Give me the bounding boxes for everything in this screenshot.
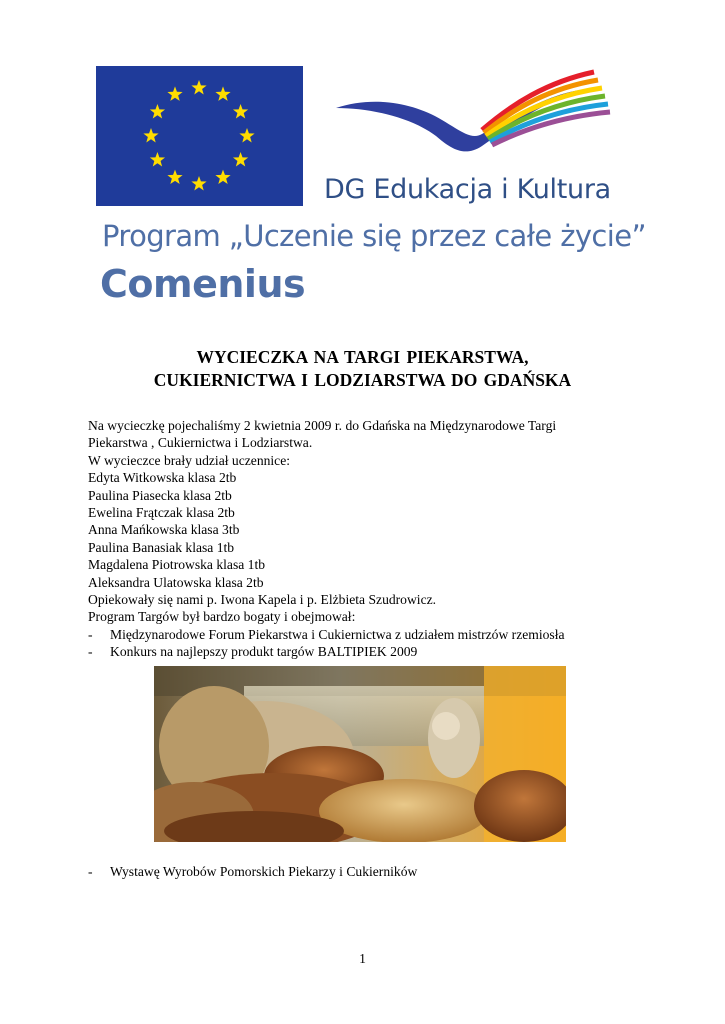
participant-item: Magdalena Piotrowska klasa 1tb	[88, 557, 266, 573]
bullet-dash: -	[88, 644, 93, 660]
eu-flag-icon	[96, 66, 303, 206]
body-text	[88, 417, 648, 661]
lifelong-learning-bird-logo-icon	[332, 68, 612, 178]
participants-heading: W wycieczce brały udział uczennice:	[88, 452, 291, 468]
participant-item: Edyta Witkowska klasa 2tb	[88, 470, 237, 486]
bakery-bread-photo	[154, 666, 566, 842]
program-intro: Program Targów był bardzo bogaty i obejmował:	[88, 609, 356, 625]
comenius-text: Comenius	[100, 262, 306, 306]
bullet-text: Wystawę Wyrobów Pomorskich Piekarzy i Cukierników	[110, 864, 418, 879]
bullet-item	[88, 626, 648, 643]
title-line-1: WYCIECZKA NA TARGI PIEKARSTWA,	[196, 347, 529, 367]
bullet-dash: -	[88, 626, 93, 642]
bullet-item	[88, 863, 648, 880]
caretakers-line: Opiekowały się nami p. Iwona Kapela i p. Elżbieta Szudrowicz.	[88, 592, 437, 608]
bullet-item	[88, 643, 648, 660]
participant-item: Anna Mańkowska klasa 3tb	[88, 522, 240, 538]
intro-line-2: Piekarstwa , Cukiernictwa i Lodziarstwa.	[88, 435, 313, 451]
page-number: 1	[359, 951, 366, 966]
bullet-text: Konkurs na najlepszy produkt targów BALTIPIEK 2009	[110, 644, 418, 660]
participant-item: Paulina Banasiak klasa 1tb	[88, 539, 235, 555]
title-line-2: CUKIERNICTWA I LODZIARSTWA DO GDAŃSKA	[153, 370, 572, 390]
document-title	[90, 346, 635, 392]
dg-education-culture-text: DG Edukacja i Kultura	[324, 174, 611, 205]
bullet-text: Międzynarodowe Forum Piekarstwa i Cukiernictwa z udziałem mistrzów rzemiosła	[110, 626, 565, 642]
bullet-dash: -	[88, 864, 93, 879]
participant-item: Ewelina Frątczak klasa 2tb	[88, 505, 235, 521]
lifelong-learning-program-text: Program „Uczenie się przez całe życie”	[102, 219, 646, 253]
after-photo-text	[88, 863, 648, 880]
participant-item: Aleksandra Ulatowska klasa 2tb	[88, 574, 264, 590]
header-banner	[96, 66, 646, 311]
intro-line-1: Na wycieczkę pojechaliśmy 2 kwietnia 2009 r. do Gdańska na Międzynarodowe Targi	[88, 418, 557, 433]
participant-item: Paulina Piasecka klasa 2tb	[88, 487, 232, 503]
